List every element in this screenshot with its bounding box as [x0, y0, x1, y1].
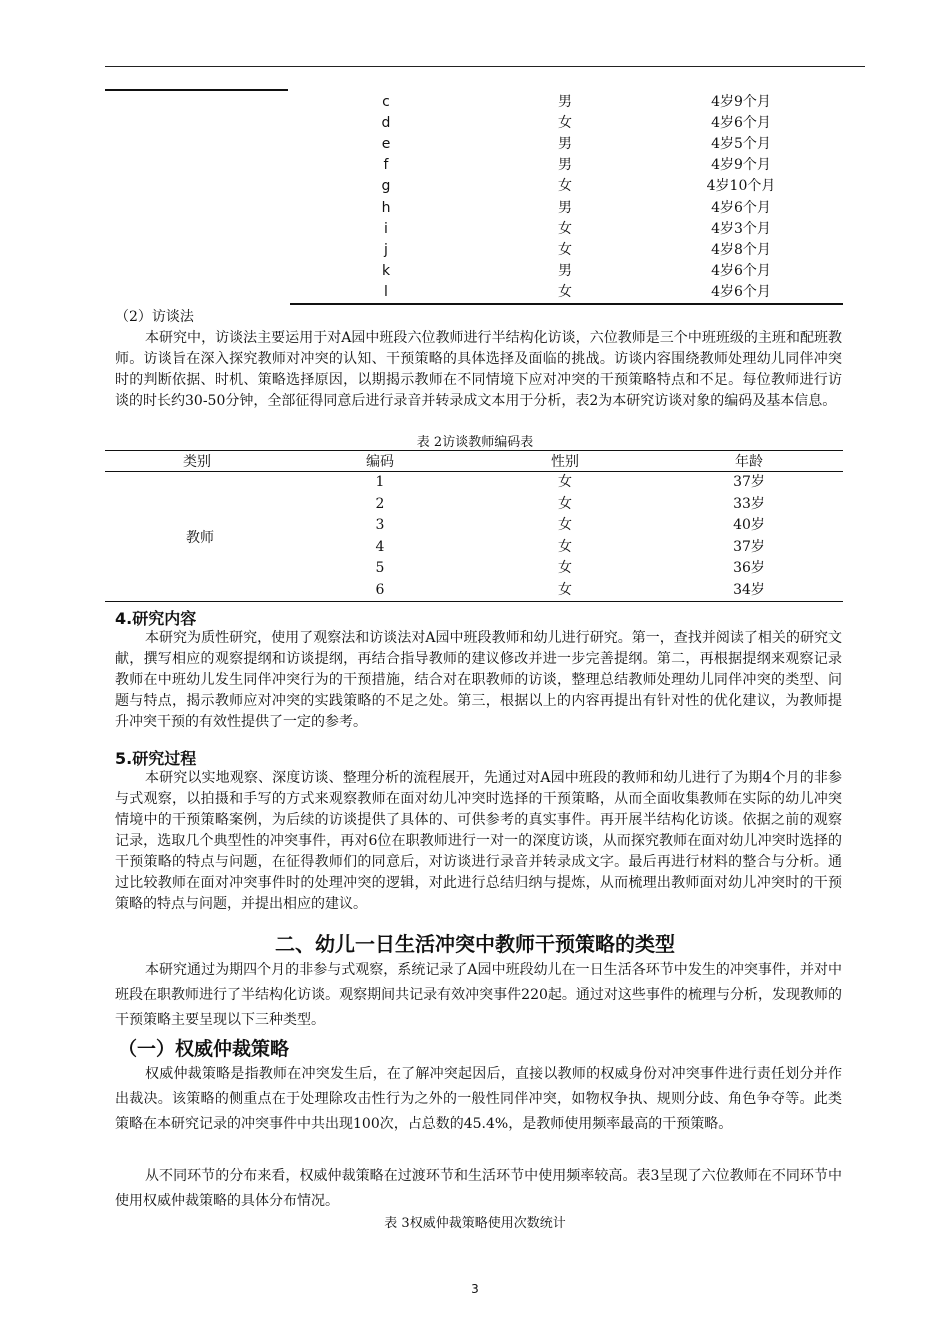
teacher-code: 3 — [375, 517, 385, 534]
child-code: f — [383, 157, 389, 174]
child-age: 4岁6个月 — [711, 199, 771, 216]
subsection1-paragraph2: 从不同环节的分布来看，权威仲裁策略在过渡环节和生活环节中使用频率较高。表3呈现了六位教师在不同环节中使用权威仲裁策略的具体分布情况。 — [115, 1168, 842, 1209]
table2-header — [105, 452, 843, 472]
child-sex: 男 — [558, 136, 572, 153]
child-age: 4岁9个月 — [711, 157, 771, 174]
child-code: g — [381, 178, 391, 195]
table2-row — [105, 579, 843, 601]
child-table-bottom-rule — [290, 303, 843, 305]
child-code: i — [384, 220, 388, 237]
teacher-age: 36岁 — [733, 560, 765, 577]
child-table-row — [290, 134, 842, 155]
teacher-sex: 女 — [558, 474, 572, 490]
table2-header-sex: 性别 — [551, 454, 579, 470]
child-age: 4岁6个月 — [711, 262, 771, 279]
table2-header-age: 年龄 — [735, 454, 763, 470]
header-rule — [105, 66, 865, 67]
child-age: 4岁9个月 — [711, 94, 771, 110]
chapter2-heading: 二、幼儿一日生活冲突中教师干预策略的类型 — [275, 932, 675, 956]
child-sex: 男 — [558, 157, 572, 174]
child-code: e — [381, 136, 391, 153]
child-table-row — [290, 198, 842, 219]
child-age: 4岁6个月 — [711, 283, 771, 300]
child-age: 4岁8个月 — [711, 241, 771, 258]
child-code: h — [381, 199, 391, 216]
child-sex: 男 — [558, 262, 572, 279]
chapter2-intro: 本研究通过为期四个月的非参与式观察，系统记录了A园中班段幼儿在一日生活各环节中发生的冲突事件，并对中班段在职教师进行了半结构化访谈。观察期间共记录有效冲突事件220起。通过对这些事件的梳理与分析，发现教师的干预策略主要呈现以下三种类型。 — [115, 962, 842, 1028]
child-sex: 女 — [558, 178, 572, 195]
child-table-top-rule — [105, 89, 288, 91]
teacher-sex: 女 — [558, 582, 572, 598]
teacher-sex: 女 — [558, 560, 572, 577]
child-table-row — [290, 113, 842, 134]
child-table-row — [290, 176, 842, 197]
child-table-row — [290, 155, 842, 176]
table2-row — [105, 471, 843, 493]
child-sex: 女 — [558, 283, 572, 300]
teacher-sex: 女 — [558, 538, 572, 555]
child-code: d — [381, 115, 391, 132]
table2-row — [105, 514, 843, 536]
table2-row — [105, 557, 843, 579]
subsection1-heading: （一）权威仲裁策略 — [118, 1038, 290, 1060]
table2-caption: 表 2访谈教师编码表 — [416, 435, 534, 450]
child-sex: 女 — [558, 220, 572, 237]
child-code: j — [384, 241, 388, 258]
teacher-sex: 女 — [558, 495, 572, 512]
child-sex: 男 — [558, 199, 572, 216]
teacher-age: 37岁 — [733, 538, 765, 555]
section5-heading: 5.研究过程 — [115, 749, 197, 768]
teacher-sex: 女 — [558, 517, 572, 534]
child-table-row — [290, 240, 842, 261]
interview-heading: （2）访谈法 — [115, 309, 194, 325]
teacher-code: 2 — [375, 495, 385, 512]
child-code: k — [381, 262, 391, 279]
child-sex: 女 — [558, 115, 572, 132]
table2-row — [105, 536, 843, 558]
section4-heading: 4.研究内容 — [115, 609, 197, 628]
teacher-code: 4 — [375, 538, 385, 555]
child-age: 4岁5个月 — [711, 136, 771, 153]
table2-category: 教师 — [186, 530, 214, 546]
teacher-age: 40岁 — [733, 517, 765, 534]
section4-paragraph: 本研究为质性研究，使用了观察法和访谈法对A园中班段教师和幼儿进行研究。第一，查找并阅读了相关的研究文献，撰写相应的观察提纲和访谈提纲，再结合指导教师的建议修改并进一步完善提纲。第二，再根据提纲来观察记录教师在中班幼儿发生同伴冲突行为的干预措施，结合对在职教师的访谈，整理总结教师处理幼儿同伴冲突的类型、问题与特点，揭示教师应对冲突的实践策略的不足之处。第三，根据以上的内容再提出有针对性的优化建议，为教师提升冲突干预的有效性提供了一定的参考。 — [115, 630, 842, 730]
child-code: c — [382, 94, 390, 110]
table2-top-rule — [105, 450, 843, 451]
child-table-row — [290, 282, 842, 303]
child-sex: 男 — [558, 94, 572, 110]
table2-row — [105, 493, 843, 515]
child-table-row — [290, 92, 842, 113]
table3-caption: 表 3权威仲裁策略使用次数统计 — [384, 1216, 566, 1231]
child-code: l — [384, 283, 388, 300]
child-table-row — [290, 219, 842, 240]
table2-header-code: 编码 — [366, 454, 394, 470]
teacher-code: 1 — [375, 474, 385, 490]
teacher-age: 34岁 — [733, 582, 765, 598]
child-table-row — [290, 261, 842, 282]
table2-bottom-rule — [105, 601, 843, 602]
child-age: 4岁10个月 — [706, 178, 776, 195]
teacher-age: 33岁 — [733, 495, 765, 512]
child-age: 4岁3个月 — [711, 220, 771, 237]
section5-paragraph: 本研究以实地观察、深度访谈、整理分析的流程展开，先通过对A园中班段的教师和幼儿进行了为期4个月的非参与式观察，以拍摄和手写的方式来观察教师在面对幼儿冲突时选择的干预策略，从而全面收集教师在实际的幼儿冲突情境中的干预策略案例，为后续的访谈提供了具体的、可供参考的真实事件。再开展半结构化访谈。依据之前的观察记录，选取几个典型性的冲突事件，再对6位在职教师进行一对一的深度访谈，从而探究教师在面对幼儿冲突时选择的干预策略的特点与问题，在征得教师们的同意后，对访谈进行录音并转录成文字。最后再进行材料的整合与分析。通过比较教师在面对冲突事件时的处理冲突的逻辑，对此进行总结归纳与提炼，从而梳理出教师面对幼儿冲突时的干预策略的特点与问题，并提出相应的建议。 — [115, 770, 842, 912]
teacher-code: 6 — [375, 582, 385, 598]
teacher-code: 5 — [375, 560, 385, 577]
subsection1-paragraph1: 权威仲裁策略是指教师在冲突发生后，在了解冲突起因后，直接以教师的权威身份对冲突事件进行责任划分并作出裁决。该策略的侧重点在于处理除攻击性行为之外的一般性同伴冲突，如物权争执、规则分歧、角色争夺等。此类策略在本研究记录的冲突事件中共出现100次，占总数的45.4%，是教师使用频率最高的干预策略。 — [115, 1066, 842, 1132]
page-number: 3 — [471, 1282, 479, 1296]
table2-header-category: 类别 — [183, 454, 211, 470]
teacher-age: 37岁 — [733, 474, 765, 490]
child-sex: 女 — [558, 241, 572, 258]
interview-paragraph: 本研究中，访谈法主要运用于对A园中班段六位教师进行半结构化访谈，六位教师是三个中班班级的主班和配班教师。访谈旨在深入探究教师对冲突的认知、干预策略的具体选择及面临的挑战。访谈内容围绕教师处理幼儿同伴冲突时的判断依据、时机、策略选择原因，以期揭示教师在不同情境下应对冲突的干预策略特点和不足。每位教师进行访谈的时长约30-50分钟，全部征得同意后进行录音并转录成文本用于分析，表2为本研究访谈对象的编码及基本信息。 — [115, 330, 842, 409]
child-age: 4岁6个月 — [711, 115, 771, 132]
